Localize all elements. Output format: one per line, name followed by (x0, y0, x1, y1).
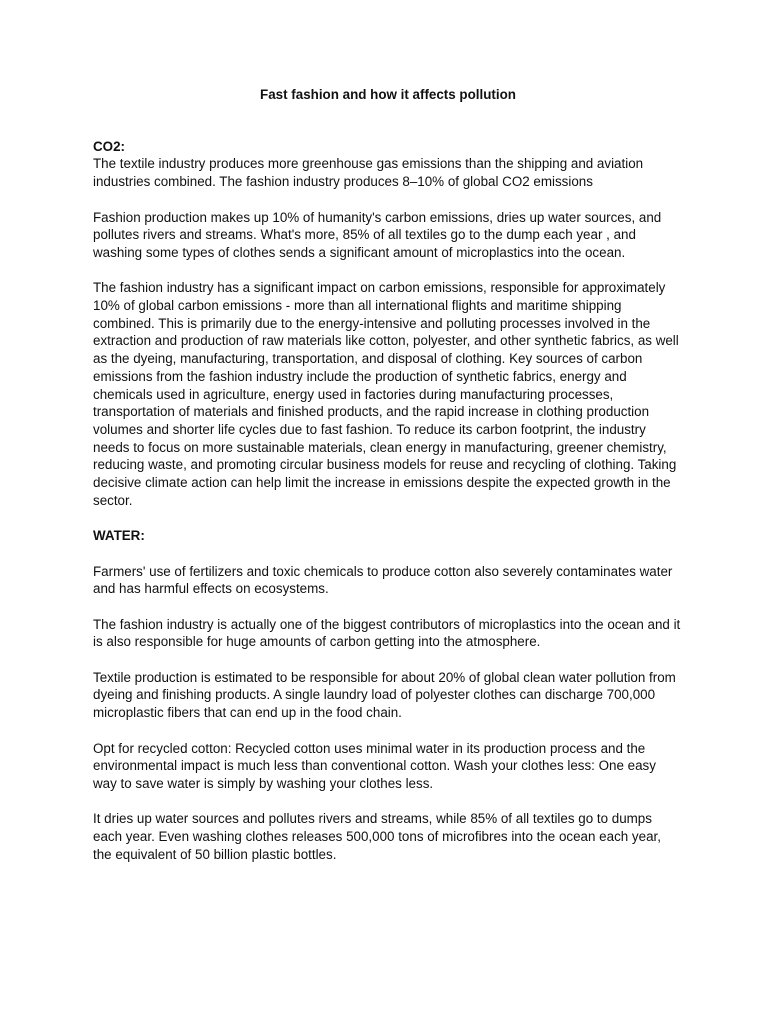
paragraph: The fashion industry is actually one of the biggest contributors of microplastics into the ocean and it is also responsible for huge amounts of carbon getting into the atmosphere. (93, 616, 681, 650)
document-page (93, 86, 683, 881)
paragraph: Textile production is estimated to be responsible for about 20% of global clean water pollution from dyeing and finishing products. A single laundry load of polyester clothes can discharge 700,000 microplastic fibers that can end up in the food chain. (93, 669, 676, 721)
paragraph: It dries up water sources and pollutes rivers and streams, while 85% of all textiles go to dumps each year. Even washing clothes releases 500,000 tons of microfibres into the ocean each year, the equivalent of 50 billion plastic bottles. (93, 811, 661, 862)
paragraph: The textile industry produces more greenhouse gas emissions than the shipping and aviation industries combined. The fashion industry produces 8–10% of global CO2 emissions (93, 156, 644, 190)
paragraph: Fashion production makes up 10% of humanity's carbon emissions, dries up water sources, and pollutes rivers and streams. What's more, 85% of all textiles go to the dump each year , and washing some types of clothes sends a significant amount of microplastics into the ocean. (93, 209, 662, 260)
document-title: Fast fashion and how it affects pollution (260, 87, 516, 102)
paragraph: Opt for recycled cotton: Recycled cotton uses minimal water in its production process and the environmental impact is much less than conventional cotton. Wash your clothes less: One easy way to save water is simply by washing your clothes less. (93, 740, 656, 791)
paragraph: Farmers' use of fertilizers and toxic chemicals to produce cotton also severely contaminates water and has harmful effects on ecosystems. (93, 563, 673, 597)
paragraph: The fashion industry has a significant impact on carbon emissions, responsible for approximately 10% of global carbon emissions - more than all international flights and maritime shipping combined. This is primarily due to the energy-intensive and polluting processes involved in the extraction and production of raw materials like cotton, polyester, and other synthetic fabrics, as well as the dyeing, manufacturing, transportation, and disposal of clothing. Key sources of carbon emissions from the fashion industry include the production of synthetic fabrics, energy and chemicals used in agriculture, energy used in factories during manufacturing processes, transportation of materials and finished products, and the rapid increase in clothing production volumes and shorter life cycles due to fast fashion. To reduce its carbon footprint, the industry needs to focus on more sustainable materials, clean energy in manufacturing, greener chemistry, reducing waste, and promoting circular business models for reuse and recycling of clothing. Taking decisive climate action can help limit the increase in emissions despite the expected growth in the sector. (93, 280, 679, 508)
section-co2 (93, 138, 683, 510)
heading-spacer (93, 545, 683, 563)
section-heading-water: WATER: (93, 528, 145, 544)
section-heading-co2: CO2: (93, 138, 125, 154)
section-water (93, 527, 683, 863)
